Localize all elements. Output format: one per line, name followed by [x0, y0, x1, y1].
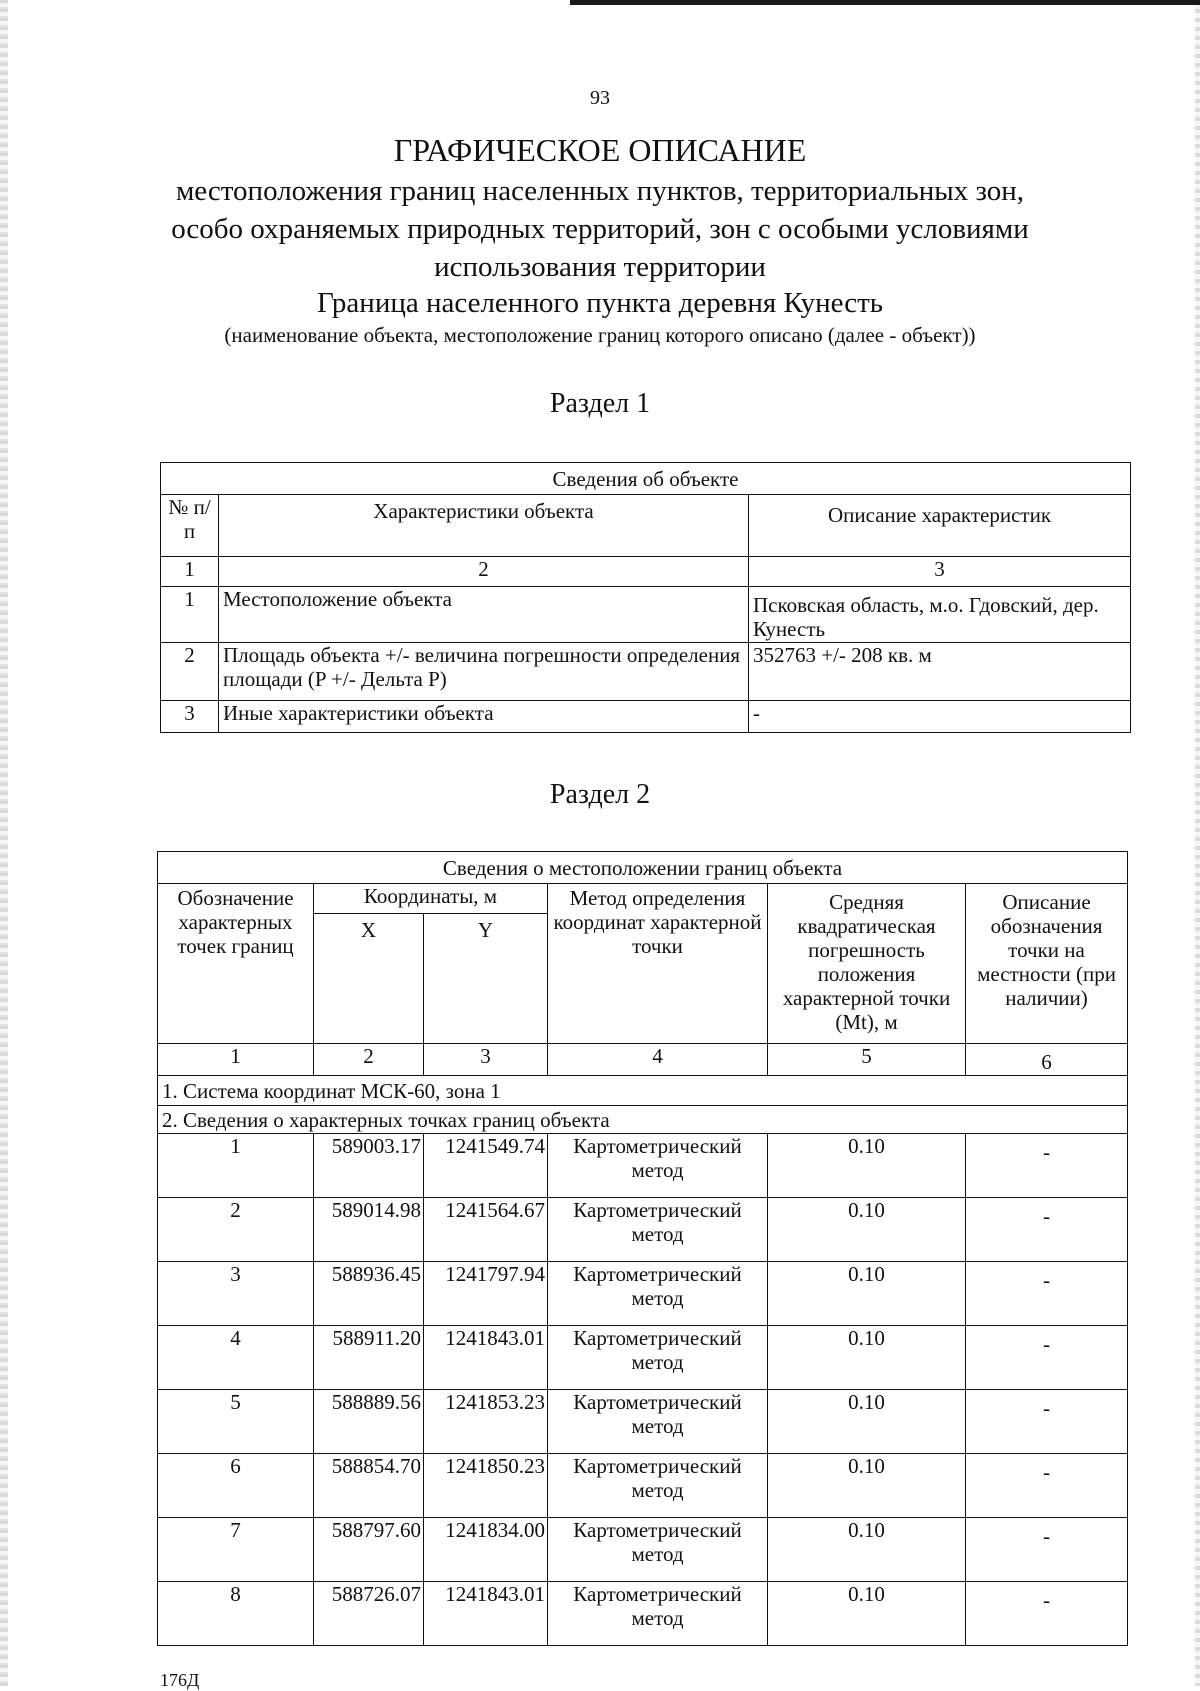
method: Картометрический метод	[548, 1134, 768, 1198]
characteristic-value: Псковская область, м.о. Гдовский, дер. Кунесть	[749, 587, 1131, 643]
header-method: Метод определения координат характерной точки	[548, 884, 768, 1044]
coordinate-y: 1241850.23	[424, 1454, 548, 1518]
row-number: 2	[161, 643, 219, 701]
coordinate-y: 1241843.01	[424, 1326, 548, 1390]
mt-error: 0.10	[768, 1582, 966, 1646]
mt-error: 0.10	[768, 1262, 966, 1326]
characteristic-name: Местоположение объекта	[219, 587, 749, 643]
method: Картометрический метод	[548, 1582, 768, 1646]
section-2-title: Раздел 2	[549, 779, 651, 810]
table-row	[158, 1582, 1128, 1646]
row-number: 3	[161, 701, 219, 733]
mt-error: 0.10	[768, 1518, 966, 1582]
coordinate-x: 588726.07	[314, 1582, 424, 1646]
point-description: -	[966, 1326, 1128, 1390]
point-description: -	[966, 1582, 1128, 1646]
coordinate-x: 588936.45	[314, 1262, 424, 1326]
footer-mark: 176Д	[160, 1670, 200, 1690]
header-description: Описание характеристик	[749, 495, 1131, 557]
mt-error: 0.10	[768, 1198, 966, 1262]
point-designation: 1	[158, 1134, 314, 1198]
document-title: ГРАФИЧЕСКОЕ ОПИСАНИЕ	[393, 132, 807, 168]
header-number: № п/п	[161, 495, 219, 557]
method: Картометрический метод	[548, 1518, 768, 1582]
table-row	[161, 701, 1131, 733]
characteristic-value: 352763 +/- 208 кв. м	[749, 643, 1131, 701]
section-1-title: Раздел 1	[549, 388, 651, 419]
boundary-points-table	[157, 851, 1128, 1646]
coordinate-y: 1241564.67	[424, 1198, 548, 1262]
point-designation: 7	[158, 1518, 314, 1582]
mt-error: 0.10	[768, 1326, 966, 1390]
column-number: 2	[314, 1044, 424, 1076]
table-row	[158, 1198, 1128, 1262]
header-coordinates: Координаты, м	[314, 884, 548, 914]
column-number: 1	[158, 1044, 314, 1076]
coordinate-y: 1241834.00	[424, 1518, 548, 1582]
table-row	[161, 643, 1131, 701]
method: Картометрический метод	[548, 1326, 768, 1390]
point-designation: 4	[158, 1326, 314, 1390]
coordinate-x: 589003.17	[314, 1134, 424, 1198]
coordinate-system: 1. Система координат МСК-60, зона 1	[158, 1076, 1128, 1106]
coordinate-x: 589014.98	[314, 1198, 424, 1262]
method: Картометрический метод	[548, 1454, 768, 1518]
point-description: -	[966, 1134, 1128, 1198]
header-mt-error: Средняя квадратическая погрешность положения характерной точки (Mt), м	[768, 884, 966, 1044]
coordinate-y: 1241853.23	[424, 1390, 548, 1454]
column-number: 2	[219, 557, 749, 587]
point-designation: 8	[158, 1582, 314, 1646]
mt-error: 0.10	[768, 1454, 966, 1518]
point-designation: 6	[158, 1454, 314, 1518]
point-description: -	[966, 1390, 1128, 1454]
column-number: 5	[768, 1044, 966, 1076]
header-point-description: Описание обозначения точки на местности (при наличии)	[966, 884, 1128, 1044]
scan-edge-left	[0, 0, 8, 1686]
column-number: 3	[749, 557, 1131, 587]
page-number: 93	[590, 87, 610, 109]
table-row	[158, 1326, 1128, 1390]
header-designation: Обозначение характерных точек границ	[158, 884, 314, 1044]
coordinate-y: 1241549.74	[424, 1134, 548, 1198]
point-description: -	[966, 1518, 1128, 1582]
object-note: (наименование объекта, местоположение границ которого описано (далее - объект))	[224, 323, 976, 347]
header-y: Y	[424, 914, 548, 1044]
characteristic-name: Площадь объекта +/- величина погрешности определения площади (P +/- Дельта P)	[219, 643, 749, 701]
point-designation: 3	[158, 1262, 314, 1326]
table-row	[158, 1518, 1128, 1582]
characteristic-name: Иные характеристики объекта	[219, 701, 749, 733]
document-subtitle: местоположения границ населенных пунктов, территориальных зон, особо охраняемых природных территорий, зон с особыми условиями использования территории	[171, 175, 1029, 283]
column-number: 4	[548, 1044, 768, 1076]
table-row	[158, 1454, 1128, 1518]
table-row	[158, 1390, 1128, 1454]
points-caption: 2. Сведения о характерных точках границ объекта	[158, 1106, 1128, 1134]
scan-edge-right	[1195, 0, 1200, 1686]
scan-top-bar	[570, 0, 1200, 5]
coordinate-y: 1241797.94	[424, 1262, 548, 1326]
column-number: 6	[966, 1044, 1128, 1076]
point-description: -	[966, 1262, 1128, 1326]
mt-error: 0.10	[768, 1390, 966, 1454]
header-characteristics: Характеристики объекта	[219, 495, 749, 557]
table-row	[158, 1262, 1128, 1326]
point-description: -	[966, 1198, 1128, 1262]
column-number: 1	[161, 557, 219, 587]
mt-error: 0.10	[768, 1134, 966, 1198]
points-body	[158, 1134, 1128, 1646]
header-x: X	[314, 914, 424, 1044]
table-row	[158, 1134, 1128, 1198]
method: Картометрический метод	[548, 1198, 768, 1262]
point-designation: 5	[158, 1390, 314, 1454]
method: Картометрический метод	[548, 1390, 768, 1454]
object-name: Граница населенного пункта деревня Кунесть	[316, 287, 884, 319]
coordinate-x: 588911.20	[314, 1326, 424, 1390]
coordinate-y: 1241843.01	[424, 1582, 548, 1646]
characteristic-value: -	[749, 701, 1131, 733]
point-designation: 2	[158, 1198, 314, 1262]
column-number: 3	[424, 1044, 548, 1076]
object-info-table	[160, 462, 1131, 733]
coordinate-x: 588889.56	[314, 1390, 424, 1454]
coordinate-x: 588797.60	[314, 1518, 424, 1582]
row-number: 1	[161, 587, 219, 643]
table-row	[161, 587, 1131, 643]
method: Картометрический метод	[548, 1262, 768, 1326]
table-caption: Сведения об объекте	[161, 463, 1131, 495]
point-description: -	[966, 1454, 1128, 1518]
table-caption: Сведения о местоположении границ объекта	[158, 852, 1128, 884]
coordinate-x: 588854.70	[314, 1454, 424, 1518]
